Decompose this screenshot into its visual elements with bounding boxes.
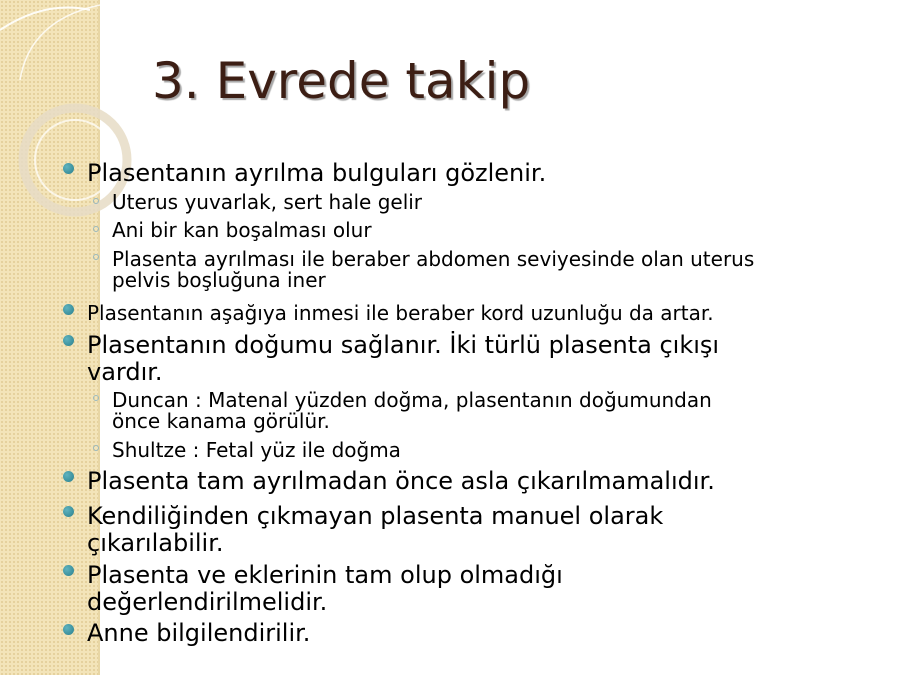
bullet-dot-icon bbox=[63, 335, 74, 346]
sub-bullet-ring-icon bbox=[93, 254, 99, 260]
bullet-dot-icon bbox=[63, 304, 74, 315]
sub-bullet-item: Ani bir kan boşalması olur bbox=[112, 218, 372, 242]
sub-bullet-item: Duncan : Matenal yüzden doğma, plasentanın doğumundan önce kanama görülür. bbox=[112, 388, 712, 433]
bullet-dot-icon bbox=[63, 624, 74, 635]
bullet-item: Plasentanın doğumu sağlanır. İki türlü plasenta çıkışı vardır. bbox=[87, 331, 720, 386]
bullet-dot-icon bbox=[63, 506, 74, 517]
bullet-item: Plasenta ve eklerinin tam olup olmadığı değerlendirilmelidir. bbox=[87, 561, 563, 616]
slide-title: 3. Evrede takip bbox=[152, 52, 531, 110]
sub-bullet-ring-icon bbox=[93, 445, 99, 451]
bullet-item: Plasentanın ayrılma bulguları gözlenir. bbox=[87, 159, 547, 187]
sub-bullet-ring-icon bbox=[93, 198, 99, 204]
sub-bullet-ring-icon bbox=[93, 226, 99, 232]
sub-bullet-ring-icon bbox=[93, 395, 99, 401]
sub-bullet-item: Uterus yuvarlak, sert hale gelir bbox=[112, 190, 423, 214]
sub-bullet-item: Plasenta ayrılması ile beraber abdomen seviyesinde olan uterus pelvis boşluğuna iner bbox=[112, 247, 755, 292]
bullet-item: Anne bilgilendirilir. bbox=[87, 619, 311, 647]
bullet-item: Kendiliğinden çıkmayan plasenta manuel olarak çıkarılabilir. bbox=[87, 502, 664, 557]
bullet-item: Plasentanın aşağıya inmesi ile beraber kord uzunluğu da artar. bbox=[87, 301, 714, 325]
bullet-dot-icon bbox=[63, 163, 74, 174]
bullet-dot-icon bbox=[63, 471, 74, 482]
bullet-dot-icon bbox=[63, 565, 74, 576]
sub-bullet-item: Shultze : Fetal yüz ile doğma bbox=[112, 438, 401, 462]
bullet-item: Plasenta tam ayrılmadan önce asla çıkarılmamalıdır. bbox=[87, 467, 715, 495]
